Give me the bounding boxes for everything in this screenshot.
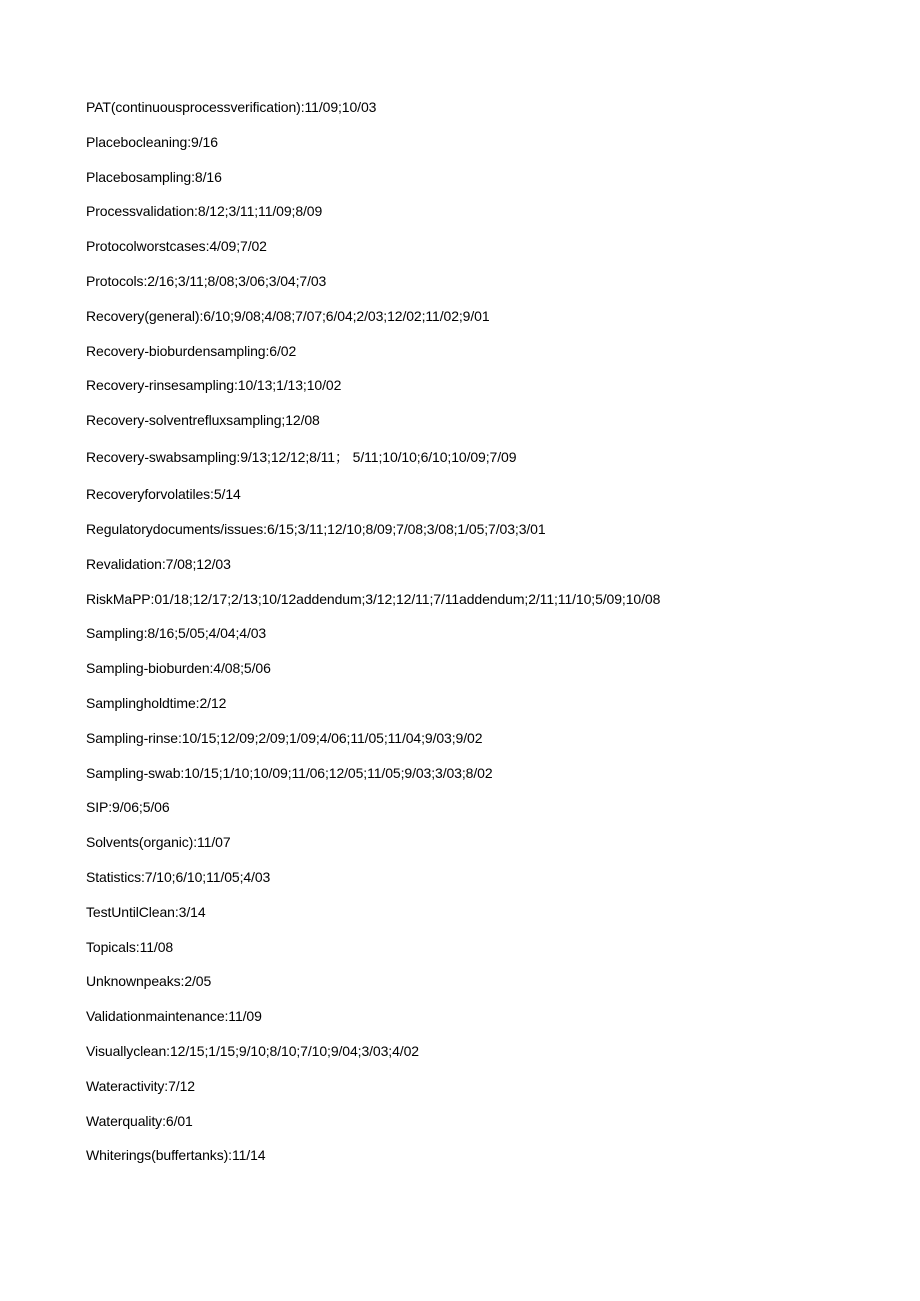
- index-entry: Recovery-swabsampling:9/13;12/12;8/11； 5/11;10/10;6/10;10/09;7/09: [86, 449, 517, 466]
- index-entry: Recoveryforvolatiles:5/14: [86, 486, 241, 503]
- index-entry: RiskMaPP:01/18;12/17;2/13;10/12addendum;3/12;12/11;7/11addendum;2/11;11/10;5/09;10/08: [86, 590, 661, 607]
- index-entry: Placebosampling:8/16: [86, 168, 222, 185]
- index-entry: Placebocleaning:9/16: [86, 133, 218, 150]
- index-entry: Recovery-solventrefluxsampling;12/08: [86, 412, 320, 429]
- index-entry: Recovery-rinsesampling:10/13;1/13;10/02: [86, 377, 342, 394]
- index-entry: Recovery-bioburdensampling:6/02: [86, 342, 297, 359]
- index-entry: Visuallyclean:12/15;1/15;9/10;8/10;7/10;9/04;3/03;4/02: [86, 1042, 419, 1059]
- index-entry: Topicals:11/08: [86, 938, 174, 955]
- index-entry: Samplingholdtime:2/12: [86, 694, 227, 711]
- index-entry: Regulatorydocuments/issues:6/15;3/11;12/10;8/09;7/08;3/08;1/05;7/03;3/01: [86, 520, 546, 537]
- index-entry-list: [86, 98, 660, 1181]
- index-entry: Protocols:2/16;3/11;8/08;3/06;3/04;7/03: [86, 272, 327, 289]
- index-entry: Recovery(general):6/10;9/08;4/08;7/07;6/04;2/03;12/02;11/02;9/01: [86, 307, 490, 324]
- index-entry: Waterquality:6/01: [86, 1112, 193, 1129]
- index-entry: Unknownpeaks:2/05: [86, 973, 212, 990]
- index-entry: Sampling-bioburden:4/08;5/06: [86, 660, 271, 677]
- index-entry: Sampling-rinse:10/15;12/09;2/09;1/09;4/06;11/05;11/04;9/03;9/02: [86, 729, 483, 746]
- index-entry: Processvalidation:8/12;3/11;11/09;8/09: [86, 203, 323, 220]
- index-entry: SIP:9/06;5/06: [86, 799, 170, 816]
- index-entry: Whiterings(buffertanks):11/14: [86, 1147, 266, 1164]
- index-entry: Statistics:7/10;6/10;11/05;4/03: [86, 868, 271, 885]
- index-entry: Wateractivity:7/12: [86, 1077, 195, 1094]
- index-entry: TestUntilClean:3/14: [86, 903, 206, 920]
- index-entry: PAT(continuousprocessverification):11/09;10/03: [86, 99, 377, 115]
- index-entry: Solvents(organic):11/07: [86, 834, 231, 851]
- index-entry: Revalidation:7/08;12/03: [86, 555, 231, 572]
- index-entry: Sampling:8/16;5/05;4/04;4/03: [86, 625, 267, 642]
- index-entry: Protocolworstcases:4/09;7/02: [86, 238, 267, 255]
- index-entry: Validationmaintenance:11/09: [86, 1008, 262, 1025]
- index-entry: Sampling-swab:10/15;1/10;10/09;11/06;12/05;11/05;9/03;3/03;8/02: [86, 764, 493, 781]
